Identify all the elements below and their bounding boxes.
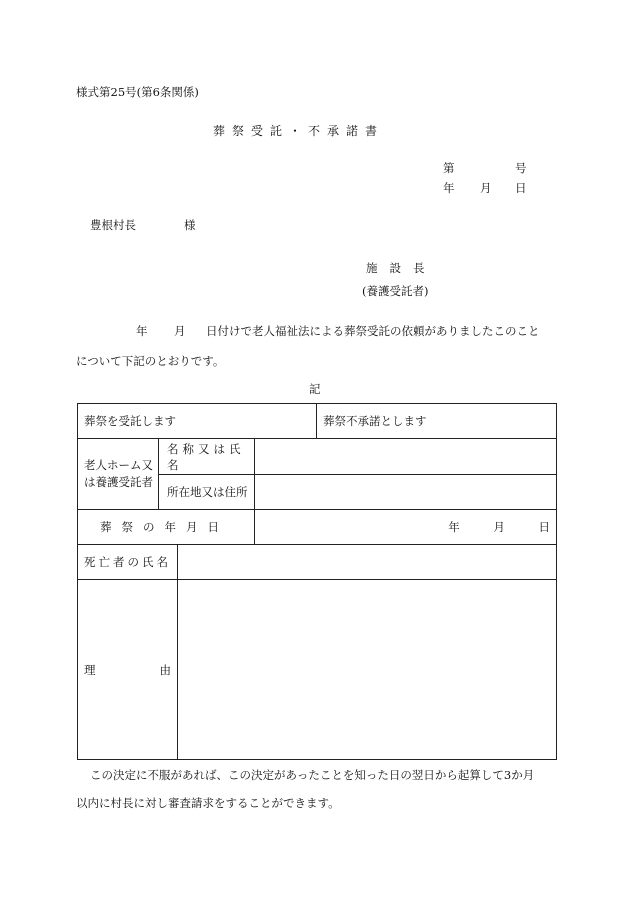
deceased-field[interactable] bbox=[178, 545, 557, 580]
address-field[interactable] bbox=[255, 475, 557, 510]
funeral-date-field[interactable] bbox=[255, 510, 557, 545]
body-year: 年 bbox=[136, 324, 148, 338]
funeral-date-year: 年 bbox=[448, 520, 460, 534]
reason-label bbox=[78, 580, 178, 760]
issue-day: 日 bbox=[515, 181, 527, 195]
number-prefix: 第 bbox=[443, 161, 455, 175]
sender-title-char: 長 bbox=[413, 261, 425, 275]
addressee bbox=[90, 217, 196, 233]
reason-label-char: 由 bbox=[159, 662, 171, 677]
form-table bbox=[77, 403, 557, 760]
funeral-date-month: 月 bbox=[493, 520, 505, 534]
addressee-honorific: 様 bbox=[184, 218, 196, 232]
sender-title-char: 設 bbox=[389, 261, 401, 275]
issue-year: 年 bbox=[443, 181, 455, 195]
addressee-name: 豊根村長 bbox=[90, 218, 136, 232]
deceased-label: 死亡者の氏名 bbox=[78, 545, 178, 580]
reason-field[interactable] bbox=[178, 580, 557, 760]
sender-title-char: 施 bbox=[366, 261, 378, 275]
ki-heading: 記 bbox=[309, 382, 321, 396]
name-field[interactable] bbox=[255, 439, 557, 475]
address-label: 所在地又は住所 bbox=[159, 475, 255, 510]
body-month: 月 bbox=[174, 324, 186, 338]
reason-label-char: 理 bbox=[84, 662, 96, 677]
issue-month: 月 bbox=[480, 181, 492, 195]
sender-role: (養護受託者) bbox=[362, 284, 429, 298]
funeral-date-label: 葬祭の年月日 bbox=[78, 510, 255, 545]
notice-line-2: 以内に村長に対し審査請求をすることができます。 bbox=[76, 796, 340, 810]
form-code: 様式第25号(第6条関係) bbox=[76, 85, 199, 99]
home-label: 老人ホーム又は養護受託者 bbox=[78, 439, 159, 510]
accept-option[interactable]: 葬祭を受託します bbox=[78, 404, 317, 439]
name-label: 名称又は氏名 bbox=[159, 439, 255, 475]
document-title: 葬祭受託・不承諾書 bbox=[213, 124, 385, 138]
body-day-text: 日付けで老人福祉法による葬祭受託の依頼がありましたこのこと bbox=[206, 324, 540, 338]
notice-line-1: この決定に不服があれば、この決定があったことを知った日の翌日から起算して3か月 bbox=[90, 768, 535, 782]
funeral-date-day: 日 bbox=[538, 520, 550, 534]
number-suffix: 号 bbox=[515, 161, 527, 175]
reject-option[interactable]: 葬祭不承諾とします bbox=[317, 404, 557, 439]
body-line-2: について下記のとおりです。 bbox=[76, 354, 225, 368]
sender-title bbox=[366, 260, 425, 276]
